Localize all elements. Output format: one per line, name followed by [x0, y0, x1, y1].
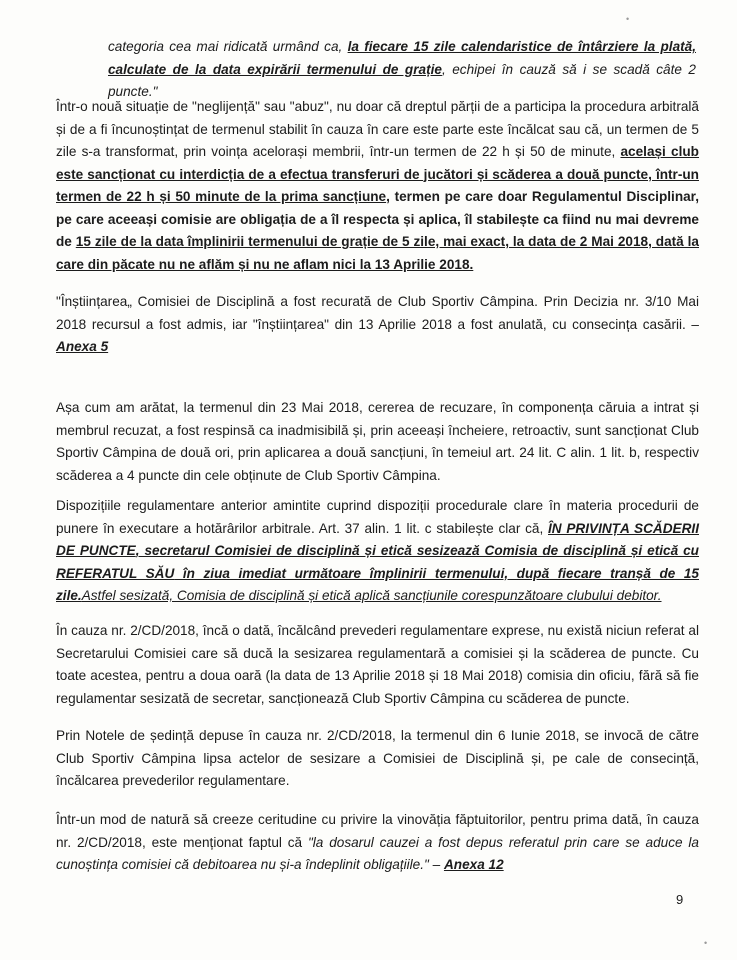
text-run: În cauza nr. 2/CD/2018, încă o dată, încălcând prevederi regulamentare exprese, nu există niciun referat al Secretarului Comisiei care să ducă la sesizarea regulamentară a comisiei și la scăderea de puncte. Cu toate acestea, pentru a doua oară (la data de 13 Aprilie 2018 și 18 Mai 2018) comisia din oficiu, fără să fie regulamentar sesizată de secretar, sancționează Club Sportiv Câmpina cu scăderea de puncte.: [56, 623, 699, 706]
paragraph-cauza: [56, 620, 699, 710]
text-run: Într-un mod de natură să creeze ceritudine cu privire la vinovăția făptuitorilor, pentru prima dată, în cauza nr. 2/CD/2018, este menționat faptul că: [56, 812, 699, 850]
emphasis-sanction: același club este sancționat cu interdicția de a efectua transferuri de jucători și scăderea a două puncte, într-un termen de 22 h și 50 minute de la prima sancțiune: [56, 144, 699, 204]
emphasis-caps: ÎN PRIVINȚA SCĂDERII DE PUNCTE: [56, 520, 699, 558]
scan-speck: •: [626, 14, 630, 24]
text-run: Așa cum am arătat, la termenul din 23 Mai 2018, cererea de recuzare, în componența căruia a intrat și membrul recuzat, a fost respinsă ca inadmisibilă și, prin aceeași încheiere, retroactiv, sunt sancționat Club Sportiv Câmpina de două ori, prin aplicarea a două sancțiuni, în temeiul art. 24 lit. C alin. 1 lit. b, respectiv scăderea a 4 puncte din cele obținute de Club Sportiv Câmpina.: [56, 400, 699, 483]
bold-text: , termen pe care doar Regulamentul Disciplinar, pe care aceeași comisie are obligația de a îl respecta și aplica, îl stabilește ca fiind nu mai devreme de: [56, 189, 699, 249]
quote-emphasis: la fiecare 15 zile calendaristice de întârziere la plată, calculate de la data expirării termenului de grație: [108, 39, 696, 77]
emphasis-italic-end: în ziua imediat următoare împlinirii termenului, după fiecare tranșă de 15 zile.: [56, 565, 699, 603]
annex-reference: Anexa 5: [56, 339, 109, 354]
page-number: 9: [676, 892, 684, 907]
emphasis-italic: , secretarul Comisiei de disciplină și etică sesizează Comisia de disciplină și etică cu: [135, 543, 699, 558]
quote-text: categoria cea mai ridicată urmând ca,: [108, 39, 348, 54]
dash: –: [428, 857, 444, 872]
quote-text-end: , echipei în cauză să i se scadă câte 2 puncte.": [108, 61, 696, 99]
italic-underlined-text: Astfel sesizată, Comisia de disciplină și etică aplică sancțiunile corespunzătoare clubului debitor.: [81, 588, 662, 603]
italic-quote: "la dosarul cauzei a fost depus referatul prin care se aduce la cunoștința comisiei că debitoarea nu și-a îndeplinit obligațiile.": [56, 834, 699, 872]
text-run: Prin Notele de ședință depuse în cauza nr. 2/CD/2018, la termenul din 6 Iunie 2018, se invocă de către Club Sportiv Câmpina lipsa actelor de sesizare a Comisiei de Disciplină și, pe cale de consecință, încălcarea prevederilor regulamentare.: [56, 728, 699, 788]
text-run: "Înștiințarea„ Comisiei de Disciplină a fost recurată de Club Sportiv Câmpina. Prin Decizia nr. 3/10 Mai 2018 recursul a fost admis, iar "înștiințarea" din 13 Aprilie 2018 a fost anulată, cu consecința casării. –: [56, 294, 699, 332]
emphasis-deadline: 15 zile de la data împlinirii termenului de grație de 5 zile, mai exact, la data de 2 Mai 2018, dată la care din păcate nu ne aflăm și nu ne aflam nici la 13 Aprilie 2018.: [56, 234, 699, 272]
quote-paragraph: [108, 36, 696, 104]
paragraph-dispozitii: [56, 495, 699, 608]
paragraph-instiintarea: [56, 291, 699, 359]
paragraph-note-sedinta: [56, 725, 699, 793]
paragraph-ceritudine: [56, 809, 699, 877]
paragraph-neglijenta: [56, 96, 699, 276]
scan-speck: •: [704, 938, 708, 948]
emphasis-caps-referat: REFERATUL SĂU: [56, 565, 175, 581]
paragraph-recuzare: [56, 397, 699, 487]
annex-reference: Anexa 12: [443, 857, 504, 872]
text-run: Într-o nouă situație de "neglijență" sau "abuz", nu doar că dreptul părții de a participa la procedura arbitrală și de a fi încunoștințat de termenul stabilit în cauza în care este parte este încălcat sau că, un termen de 5 zile s-a transformat, prin voința acelorași membrii, într-un termen de 22 h și 50 de minute,: [56, 99, 699, 159]
text-run: Dispozițiile regulamentare anterior amintite cuprind dispoziții procedurale clare în materia procedurii de punere în executare a hotărârilor arbitrale. Art. 37 alin. 1 lit. c stabilește clar că,: [56, 498, 699, 536]
